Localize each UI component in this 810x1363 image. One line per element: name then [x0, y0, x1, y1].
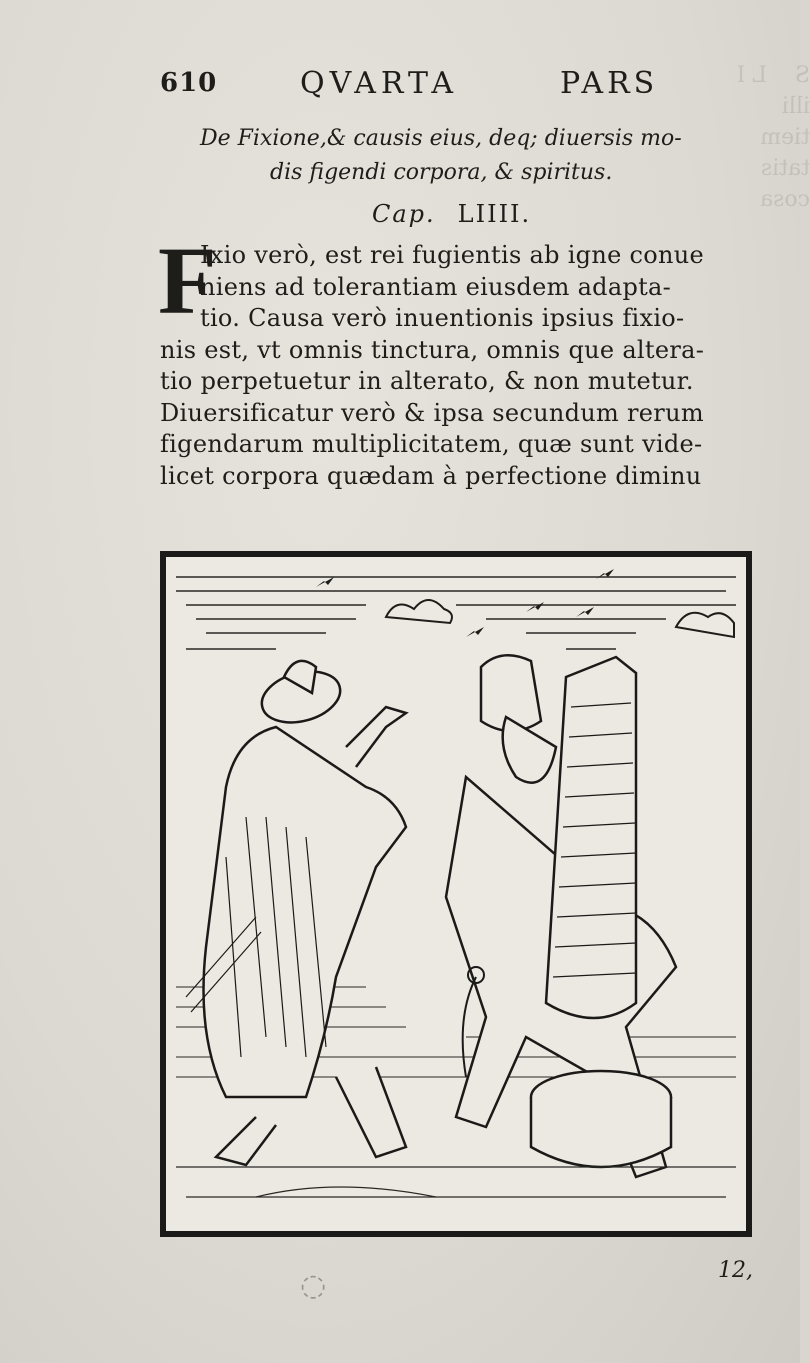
woodcut-illustration-two-figures-icon: [160, 551, 752, 1237]
bird-icons: [316, 569, 614, 637]
show-through-text: S L I illi tiem tatis cosa: [736, 63, 810, 212]
page-number: 610: [160, 68, 218, 98]
running-header: [160, 66, 660, 106]
chapter-number: [372, 200, 531, 228]
body-line: figendarum multiplicitatem, quæ sunt vide-: [160, 430, 703, 458]
chapter-heading: [200, 122, 770, 190]
body-line: nis est, vt omnis tinctura, omnis que altera-: [160, 335, 705, 364]
signature-mark: 12,: [718, 1258, 753, 1283]
body-line: licet corpora quædam à perfectione diminu: [160, 461, 702, 490]
running-title-quarta: QVARTA: [300, 66, 458, 101]
chapter-heading-line-2: dis figendi corpora, & spiritus.: [270, 160, 613, 185]
body-line: Ixio verò, est rei fugientis ab igne conue: [200, 241, 705, 269]
walking-man-figure: [204, 661, 407, 1165]
chapter-heading-line-1: De Fixione,& causis eius, deq; diuersis mo-: [200, 126, 682, 151]
sky-hatching: [176, 577, 736, 649]
millstone-base: [531, 1071, 671, 1167]
body-line: tio. Causa verò inuentionis ipsius fixio-: [200, 304, 685, 332]
ink-blot: ◌: [300, 1268, 327, 1303]
chapter-roman-numeral: LIIII.: [457, 200, 532, 228]
drop-cap-letter: F: [158, 227, 217, 334]
running-title-pars: PARS: [560, 66, 659, 101]
woodcut-drawing: [166, 557, 746, 1231]
body-paragraph: [160, 240, 775, 492]
chapter-cap-label: Cap.: [372, 200, 436, 228]
body-line: Diuersificatur verò & ipsa secundum rerum: [160, 398, 704, 427]
body-line: tio perpetuetur in alterato, & non mutetur.: [160, 367, 694, 395]
body-line: niens ad tolerantiam eiusdem adapta-: [200, 272, 672, 301]
